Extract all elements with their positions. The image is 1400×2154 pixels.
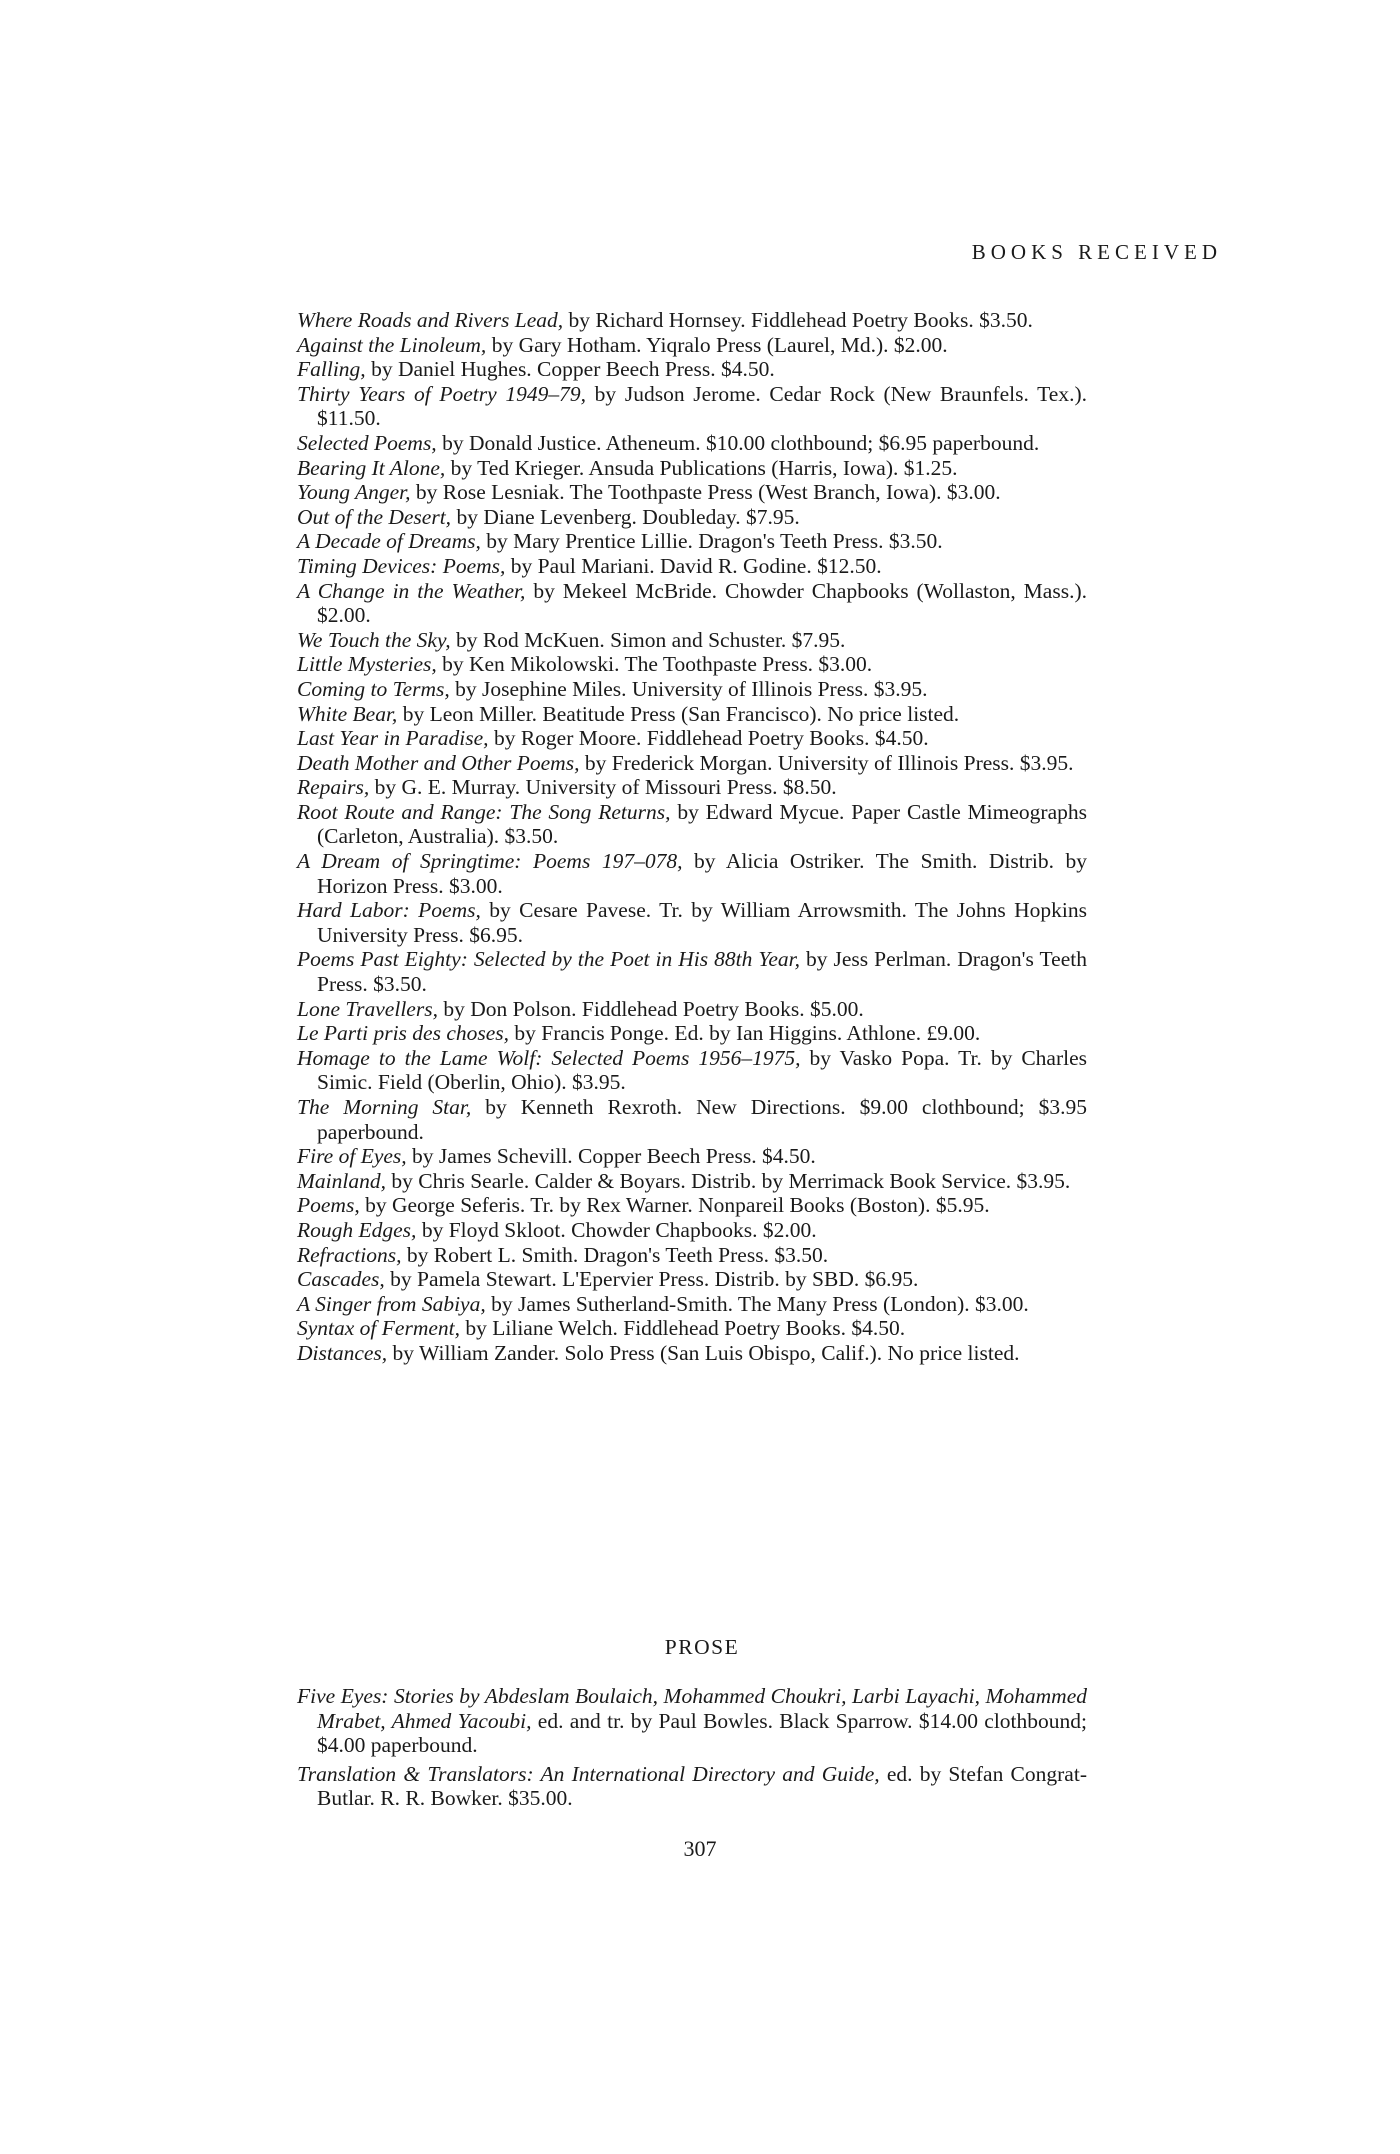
- book-title: Lone Travellers,: [297, 996, 438, 1021]
- prose-heading: PROSE: [664, 1635, 740, 1659]
- book-details: by Ted Krieger. Ansuda Publications (Harris, Iowa). $1.25.: [445, 455, 958, 480]
- book-title: Fire of Eyes,: [297, 1144, 407, 1169]
- book-details: by Francis Ponge. Ed. by Ian Higgins. Athlone. £9.00.: [509, 1021, 981, 1046]
- book-details: by Rose Lesniak. The Toothpaste Press (West Branch, Iowa). $3.00.: [410, 480, 1001, 505]
- book-details: by Paul Mariani. David R. Godine. $12.50.: [505, 553, 882, 578]
- list-item: [297, 677, 1087, 702]
- list-item: [297, 1316, 1087, 1341]
- book-details: ed. by Stefan Congrat-Butlar. R. R. Bowker. $35.00.: [317, 1761, 1087, 1811]
- list-item: [297, 628, 1087, 653]
- book-title: Rough Edges,: [297, 1217, 417, 1242]
- book-details: by Vasko Popa. Tr. by Charles Simic. Field (Oberlin, Ohio). $3.95.: [317, 1045, 1087, 1095]
- book-title: Root Route and Range: The Song Returns,: [297, 799, 671, 824]
- book-title: Selected Poems,: [297, 430, 437, 455]
- list-item: [297, 1762, 1087, 1811]
- list-item: [297, 456, 1087, 481]
- book-title: Repairs,: [297, 775, 370, 800]
- book-title: Poems Past Eighty: Selected by the Poet in His 88th Year,: [297, 947, 800, 972]
- book-title: We Touch the Sky,: [297, 627, 451, 652]
- book-title: Homage to the Lame Wolf: Selected Poems 1956–1975,: [297, 1045, 801, 1070]
- book-title: A Dream of Springtime: Poems 197–078,: [297, 849, 683, 874]
- book-details: by Gary Hotham. Yiqralo Press (Laurel, Md.). $2.00.: [486, 332, 948, 357]
- book-title: Le Parti pris des choses,: [297, 1021, 510, 1046]
- book-details: by Robert L. Smith. Dragon's Teeth Press. $3.50.: [401, 1242, 829, 1267]
- book-details: by Josephine Miles. University of Illinois Press. $3.95.: [449, 676, 928, 701]
- book-details: by James Sutherland-Smith. The Many Press (London). $3.00.: [485, 1291, 1029, 1316]
- book-details: by Floyd Skloot. Chowder Chapbooks. $2.00.: [416, 1217, 817, 1242]
- list-item: [297, 1267, 1087, 1292]
- book-details: by Judson Jerome. Cedar Rock (New Braunfels. Tex.). $11.50.: [317, 381, 1088, 431]
- book-details: by Donald Justice. Atheneum. $10.00 clothbound; $6.95 paperbound.: [436, 430, 1040, 455]
- running-head: BOOKS RECEIVED: [971, 240, 1222, 264]
- book-title: Hard Labor: Poems,: [297, 898, 481, 923]
- book-details: by Chris Searle. Calder & Boyars. Distrib. by Merrimack Book Service. $3.95.: [385, 1168, 1071, 1193]
- book-details: by Rod McKuen. Simon and Schuster. $7.95.: [450, 627, 846, 652]
- book-details: by Mekeel McBride. Chowder Chapbooks (Wollaston, Mass.). $2.00.: [317, 578, 1087, 628]
- list-item: [297, 333, 1087, 358]
- list-item: [297, 480, 1087, 505]
- book-details: by Diane Levenberg. Doubleday. $7.95.: [451, 504, 800, 529]
- book-details: by James Schevill. Copper Beech Press. $4.50.: [406, 1144, 816, 1169]
- book-title: Distances,: [297, 1340, 388, 1365]
- list-item: [297, 382, 1087, 431]
- book-title: Poems,: [297, 1193, 360, 1218]
- book-details: by Frederick Morgan. University of Illinois Press. $3.95.: [579, 750, 1074, 775]
- book-details: by Edward Mycue. Paper Castle Mimeographs (Carleton, Australia). $3.50.: [317, 799, 1087, 849]
- book-details: by Pamela Stewart. L'Epervier Press. Distrib. by SBD. $6.95.: [384, 1267, 919, 1292]
- book-title: A Singer from Sabiya,: [297, 1291, 486, 1316]
- book-title: Bearing It Alone,: [297, 455, 446, 480]
- list-item: [297, 357, 1087, 382]
- list-item: [297, 1292, 1087, 1317]
- book-title: Young Anger,: [297, 480, 411, 505]
- book-details: by William Zander. Solo Press (San Luis Obispo, Calif.). No price listed.: [387, 1340, 1020, 1365]
- list-item: [297, 1021, 1087, 1046]
- list-item: [297, 431, 1087, 456]
- list-item: [297, 1341, 1087, 1366]
- book-title: Against the Linoleum,: [297, 332, 487, 357]
- book-details: by Alicia Ostriker. The Smith. Distrib. by Horizon Press. $3.00.: [317, 849, 1087, 898]
- list-item: [297, 1218, 1087, 1243]
- book-title: Coming to Terms,: [297, 676, 450, 701]
- list-item: [297, 726, 1087, 751]
- list-item: [297, 1046, 1087, 1095]
- book-title: Mainland,: [297, 1168, 386, 1193]
- list-item: [297, 775, 1087, 800]
- book-details: by Roger Moore. Fiddlehead Poetry Books. $4.50.: [488, 726, 929, 751]
- book-title: A Decade of Dreams,: [297, 529, 481, 554]
- list-item: [297, 1193, 1087, 1218]
- book-details: by Liliane Welch. Fiddlehead Poetry Books. $4.50.: [460, 1316, 906, 1341]
- list-item: [297, 1684, 1087, 1758]
- prose-list: [297, 1684, 1087, 1815]
- book-details: by Don Polson. Fiddlehead Poetry Books. $5.00.: [437, 996, 864, 1021]
- book-title: Death Mother and Other Poems,: [297, 750, 580, 775]
- list-item: [297, 652, 1087, 677]
- book-title: Falling,: [297, 357, 366, 382]
- list-item: [297, 579, 1087, 628]
- list-item: [297, 800, 1087, 849]
- book-details: by Ken Mikolowski. The Toothpaste Press. $3.00.: [436, 652, 873, 677]
- book-details: ed. and tr. by Paul Bowles. Black Sparrow. $14.00 clothbound; $4.00 paperbound.: [317, 1708, 1087, 1758]
- list-item: [297, 947, 1087, 996]
- book-title: Syntax of Ferment,: [297, 1316, 460, 1341]
- book-details: by Daniel Hughes. Copper Beech Press. $4.50.: [365, 357, 775, 382]
- book-details: by Cesare Pavese. Tr. by William Arrowsmith. The Johns Hopkins University Press. $6.95.: [317, 898, 1087, 947]
- book-title: Out of the Desert,: [297, 504, 452, 529]
- list-item: [297, 849, 1087, 898]
- list-item: [297, 308, 1087, 333]
- book-title: Cascades,: [297, 1267, 385, 1292]
- list-item: [297, 1095, 1087, 1144]
- poetry-list: [297, 308, 1087, 1366]
- book-title: Little Mysteries,: [297, 652, 437, 677]
- list-item: [297, 1144, 1087, 1169]
- book-details: by Kenneth Rexroth. New Directions. $9.00 clothbound; $3.95 paperbound.: [317, 1095, 1087, 1144]
- book-title: A Change in the Weather,: [297, 578, 526, 603]
- book-title: White Bear,: [297, 701, 398, 726]
- book-details: by Leon Miller. Beatitude Press (San Francisco). No price listed.: [397, 701, 960, 726]
- list-item: [297, 702, 1087, 727]
- book-title: Last Year in Paradise,: [297, 726, 489, 751]
- book-details: by George Seferis. Tr. by Rex Warner. Nonpareil Books (Boston). $5.95.: [359, 1193, 990, 1218]
- page-number: 307: [683, 1836, 717, 1861]
- list-item: [297, 997, 1087, 1022]
- list-item: [297, 898, 1087, 947]
- list-item: [297, 1243, 1087, 1268]
- book-details: by G. E. Murray. University of Missouri Press. $8.50.: [369, 775, 837, 800]
- list-item: [297, 1169, 1087, 1194]
- book-details: by Mary Prentice Lillie. Dragon's Teeth Press. $3.50.: [480, 529, 943, 554]
- book-title: Five Eyes: Stories by Abdeslam Boulaich, Mohammed Choukri, Larbi Layachi, Mohammed Mrabet, Ahmed Yacoubi,: [297, 1684, 1087, 1733]
- book-title: Refractions,: [297, 1242, 402, 1267]
- book-title: Thirty Years of Poetry 1949–79,: [297, 381, 586, 406]
- book-title: Where Roads and Rivers Lead,: [297, 308, 564, 332]
- list-item: [297, 751, 1087, 776]
- book-title: The Morning Star,: [297, 1095, 472, 1119]
- book-details: by Richard Hornsey. Fiddlehead Poetry Books. $3.50.: [563, 308, 1033, 332]
- book-title: Translation & Translators: An International Directory and Guide,: [297, 1761, 880, 1786]
- list-item: [297, 529, 1087, 554]
- list-item: [297, 554, 1087, 579]
- book-title: Timing Devices: Poems,: [297, 553, 506, 578]
- list-item: [297, 505, 1087, 530]
- book-details: by Jess Perlman. Dragon's Teeth Press. $3.50.: [317, 947, 1087, 997]
